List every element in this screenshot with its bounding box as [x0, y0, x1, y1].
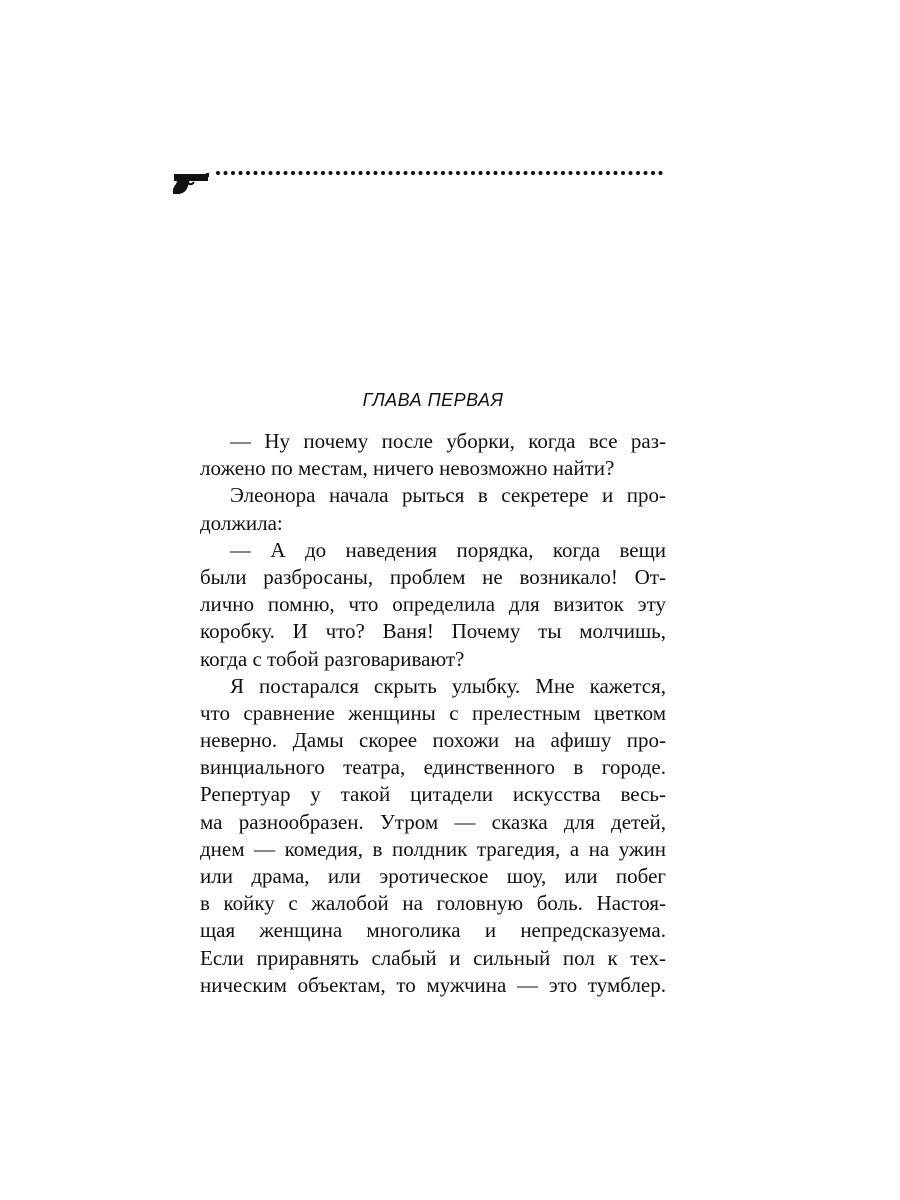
text-line: Я постарался скрыть улыбку. Мне кажется,	[230, 673, 666, 698]
text-line: винциального театра, единственного в городе.	[200, 755, 666, 780]
chapter-ornament	[170, 160, 670, 200]
text-line: ническим объектам, то мужчина — это тумблер.	[200, 972, 666, 997]
dotted-divider	[216, 171, 663, 175]
text-line: или драма, или эротическое шоу, или побег	[200, 864, 666, 888]
chapter-body-text	[200, 428, 666, 999]
text-line: в койку с жалобой на головную боль. Настоя-	[200, 891, 666, 916]
text-line: лично помню, что определила для визиток эту	[200, 592, 666, 617]
text-line: щая женщина многолика и непредсказуема.	[200, 918, 666, 943]
text-line: днем — комедия, в полдник трагедия, а на ужин	[200, 836, 666, 861]
text-line: когда с тобой разговаривают?	[200, 646, 465, 671]
text-line: были разбросаны, проблем не возникало! От-	[200, 564, 666, 589]
text-line: что сравнение женщины с прелестным цветком	[200, 700, 666, 725]
text-line: неверно. Дамы скорее похожи на афишу про-	[200, 728, 666, 753]
text-line: должила:	[200, 510, 283, 535]
chapter-heading: ГЛАВА ПЕРВАЯ	[362, 390, 504, 410]
text-line: ма разнообразен. Утром — сказка для детей,	[200, 809, 666, 834]
text-line: Элеонора начала рыться в секретере и про-	[230, 483, 666, 508]
text-line: коробку. И что? Ваня! Почему ты молчишь,	[200, 619, 666, 644]
text-line: Если приравнять слабый и сильный пол к тех-	[200, 945, 666, 970]
text-line: ложено по местам, ничего невозможно найти?	[200, 456, 615, 481]
text-line: — А до наведения порядка, когда вещи	[230, 537, 666, 562]
revolver-icon	[173, 173, 209, 194]
ornament-graphic	[170, 160, 670, 200]
text-line: — Ну почему после уборки, когда все раз-	[230, 429, 666, 453]
text-line: Репертуар у такой цитадели искусства весь-	[200, 782, 666, 807]
